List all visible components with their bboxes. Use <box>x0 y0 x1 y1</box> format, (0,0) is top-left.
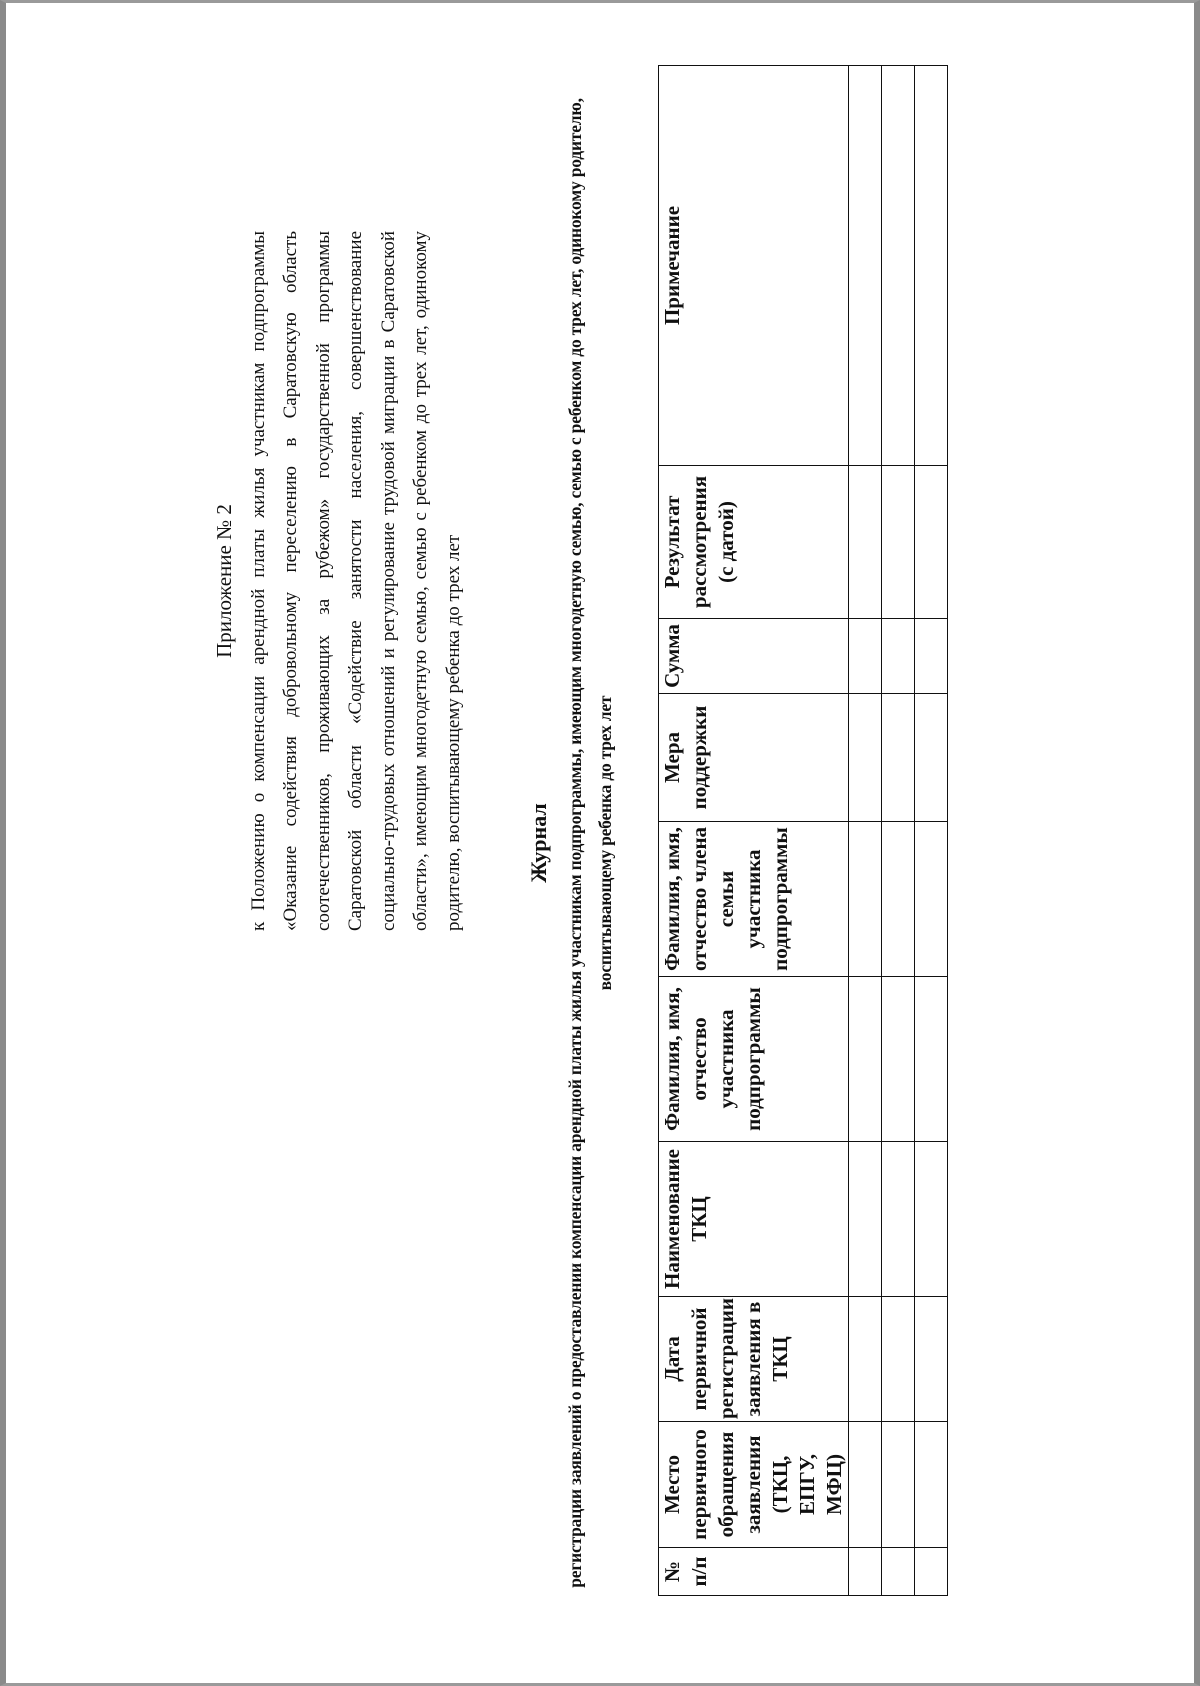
column-header: Результат рассмотрения (с датой) <box>659 466 849 619</box>
table-cell <box>849 619 882 694</box>
table-cell <box>915 1142 948 1297</box>
table-cell <box>915 619 948 694</box>
table-row <box>849 66 882 1596</box>
table-row <box>915 66 948 1596</box>
table-cell <box>915 466 948 619</box>
column-header: № п/п <box>659 1548 849 1596</box>
journal-subtitle: регистрации заявлений о предоставлении компенсации арендной платы жилья участникам подпрограммы, имеющим многодетную семью, семью с ребенком до трех лет, одинокому родителю, воспитывающему ребенка до трех лет <box>565 98 615 1588</box>
table-cell <box>849 1422 882 1548</box>
journal-title: Журнал <box>526 803 551 883</box>
table-cell <box>849 1548 882 1596</box>
table-cell <box>915 977 948 1142</box>
table-cell <box>915 66 948 466</box>
table-header-row <box>659 66 849 1596</box>
table-cell <box>849 466 882 619</box>
table-cell <box>915 694 948 822</box>
table-cell <box>915 822 948 977</box>
table-cell <box>849 66 882 466</box>
column-header: Фамилия, имя, отчество члена семьи участника подпрограммы <box>659 822 849 977</box>
column-header: Дата первичной регистрации заявления в ТКЦ <box>659 1297 849 1422</box>
table-cell <box>882 1297 915 1422</box>
table-cell <box>882 66 915 466</box>
column-header: Место первичного обращения заявления (ТКЦ, ЕПГУ, МФЦ) <box>659 1422 849 1548</box>
column-header: Сумма <box>659 619 849 694</box>
column-header: Мера поддержки <box>659 694 849 822</box>
table-cell <box>882 1142 915 1297</box>
table-cell <box>882 694 915 822</box>
table-cell <box>915 1548 948 1596</box>
table-cell <box>915 1297 948 1422</box>
table-cell <box>849 977 882 1142</box>
registration-journal-table <box>658 65 948 1596</box>
table-cell <box>849 694 882 822</box>
table-cell <box>882 1422 915 1548</box>
table-cell <box>882 466 915 619</box>
appendix-text: к Положению о компенсации арендной платы жилья участникам подпрограммы «Оказание содействия добровольному переселению в Саратовскую область соотечественников, проживающих за рубежом» государственной программы Саратовской области «Содействие занятости населения, совершенствование социально-трудовых отношений и регулирование трудовой миграции в Саратовской области», имеющим многодетную семью, семью с ребенком до трех лет, одинокому родителю, воспитывающему ребенка до трех лет <box>247 231 464 931</box>
table-cell <box>882 822 915 977</box>
table-row <box>882 66 915 1596</box>
column-header: Фамилия, имя, отчество участника подпрограммы <box>659 977 849 1142</box>
table-cell <box>849 822 882 977</box>
table-cell <box>849 1297 882 1422</box>
table-cell <box>849 1142 882 1297</box>
table-cell <box>882 1548 915 1596</box>
appendix-block <box>208 231 470 931</box>
column-header: Наименование ТКЦ <box>659 1142 849 1297</box>
table-cell <box>882 619 915 694</box>
table-cell <box>915 1422 948 1548</box>
column-header: Примечание <box>659 66 849 466</box>
table-cell <box>882 977 915 1142</box>
appendix-title: Приложение № 2 <box>212 504 236 658</box>
